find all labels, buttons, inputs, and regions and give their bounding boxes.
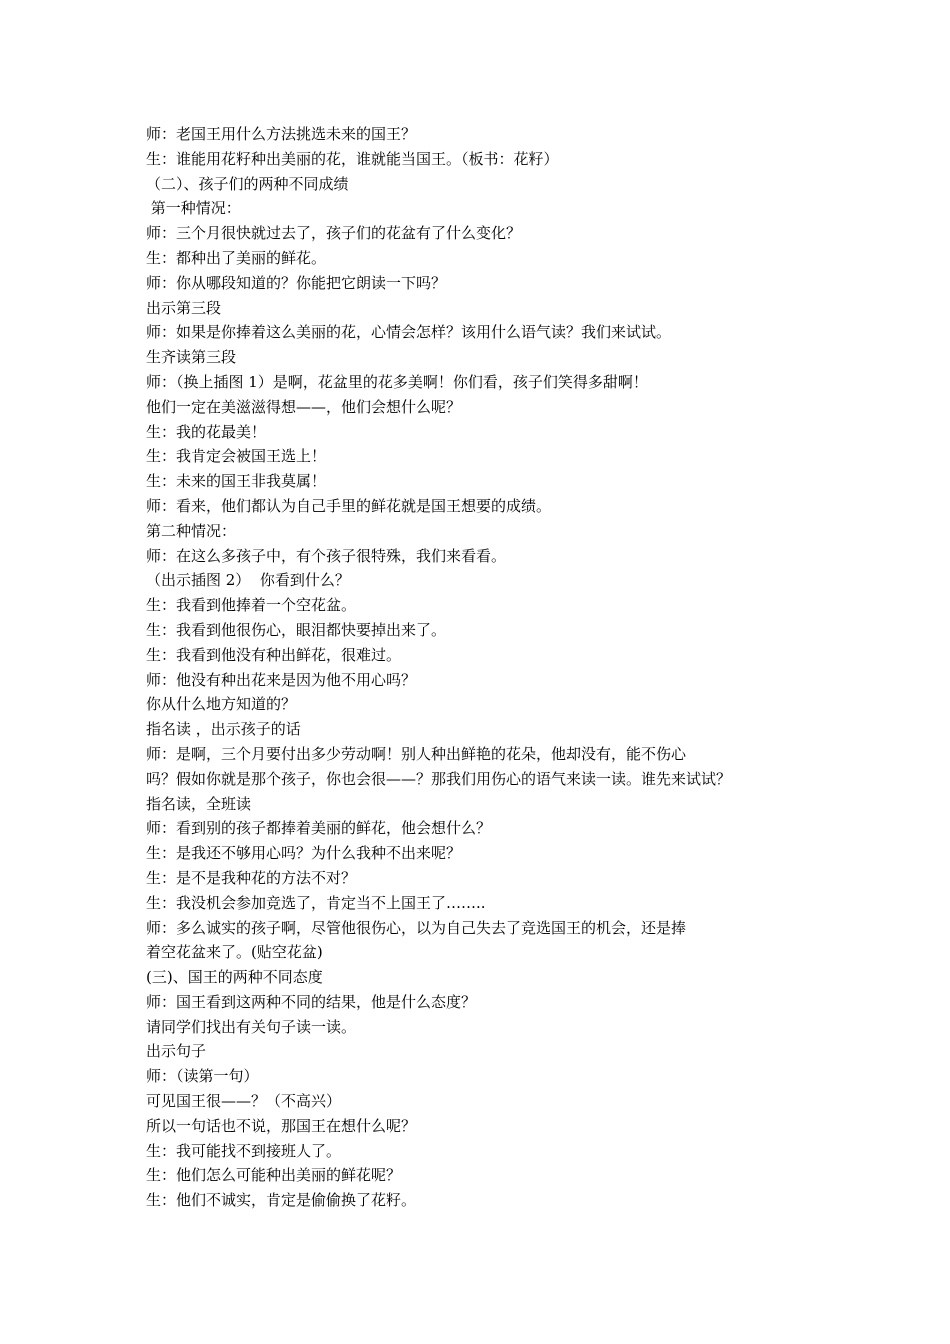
text-line: 生：他们不诚实，肯定是偷偷换了花籽。: [146, 1191, 417, 1210]
text-line: 他们一定在美滋滋得想——，他们会想什么呢？: [146, 397, 462, 416]
text-line: 生：谁能用花籽种出美丽的花，谁就能当国王。（板书：花籽）: [146, 149, 559, 168]
text-line: 出示第三段: [146, 298, 222, 317]
text-line: 着空花盆来了。(贴空花盆): [146, 943, 323, 962]
text-line: 生：都种出了美丽的鲜花。: [146, 248, 327, 267]
text-line: 生：我看到他很伤心，眼泪都快要掉出来了。: [146, 620, 447, 639]
text-line: 师：看来，他们都认为自己手里的鲜花就是国王想要的成绩。: [146, 496, 552, 515]
text-line: 所以一句话也不说，那国王在想什么呢？: [146, 1116, 417, 1135]
text-line: 师：多么诚实的孩子啊，尽管他很伤心，以为自己失去了竞选国王的机会，还是捧: [146, 918, 687, 937]
section-heading: （二）、孩子们的两种不同成绩: [146, 174, 349, 193]
text-line: 生：我可能找不到接班人了。: [146, 1141, 342, 1160]
text-line: 师：看到别的孩子都捧着美丽的鲜花，他会想什么？: [146, 819, 492, 838]
text-line: 师：（读第一句）: [146, 1067, 259, 1086]
text-line: 吗？假如你就是那个孩子，你也会很——？那我们用伤心的语气来读一读。谁先来试试？: [146, 769, 732, 788]
subsection-heading: 第二种情况：: [146, 521, 237, 540]
text-line: 指名读 ，出示孩子的话: [146, 720, 301, 739]
text-line: 生：是不是我种花的方法不对？: [146, 868, 357, 887]
text-line: 师：老国王用什么方法挑选未来的国王？: [146, 125, 417, 143]
text-line: 生：未来的国王非我莫属！: [146, 472, 327, 491]
subsection-heading: 第一种情况：: [146, 199, 241, 218]
text-line: 生：我没机会参加竞选了，肯定当不上国王了……..: [146, 893, 486, 912]
document-body: [146, 122, 826, 1213]
text-line: 出示句子: [146, 1042, 207, 1061]
section-heading: (三)、国王的两种不同态度: [146, 968, 323, 987]
text-line: 师：国王看到这两种不同的结果，他是什么态度？: [146, 992, 477, 1011]
text-line: 师：你从哪段知道的？你能把它朗读一下吗？: [146, 273, 447, 292]
text-line: 生齐读第三段: [146, 348, 237, 367]
text-line: 生：我的花最美！: [146, 422, 267, 441]
text-line: 指名读，全班读: [146, 794, 252, 813]
text-line: 你从什么地方知道的？: [146, 695, 297, 714]
text-line: 师：如果是你捧着这么美丽的花，心情会怎样？该用什么语气读？我们来试试。: [146, 323, 672, 342]
text-line: 请同学们找出有关句子读一读。: [146, 1017, 357, 1036]
text-line: 师：三个月很快就过去了，孩子们的花盆有了什么变化？: [146, 224, 522, 243]
text-line: 生：我肯定会被国王选上！: [146, 447, 327, 466]
text-line: 生：我看到他捧着一个空花盆。: [146, 596, 357, 615]
text-line: 师：他没有种出花来是因为他不用心吗？: [146, 670, 417, 689]
text-line: 生：是我还不够用心吗？为什么我种不出来呢？: [146, 844, 462, 863]
text-line: 生：我看到他没有种出鲜花，很难过。: [146, 645, 402, 664]
text-line: （出示插图 2） 你看到什么？: [146, 571, 350, 590]
text-line: 师：是啊，三个月要付出多少劳动啊！别人种出鲜艳的花朵，他却没有，能不伤心: [146, 744, 687, 763]
text-line: 生：他们怎么可能种出美丽的鲜花呢？: [146, 1166, 402, 1185]
text-line: 师：（换上插图 1）是啊，花盆里的花多美啊！你们看，孩子们笑得多甜啊！: [146, 372, 648, 391]
text-line: 可见国王很——？（不高兴）: [146, 1092, 342, 1111]
text-line: 师：在这么多孩子中，有个孩子很特殊，我们来看看。: [146, 546, 507, 565]
